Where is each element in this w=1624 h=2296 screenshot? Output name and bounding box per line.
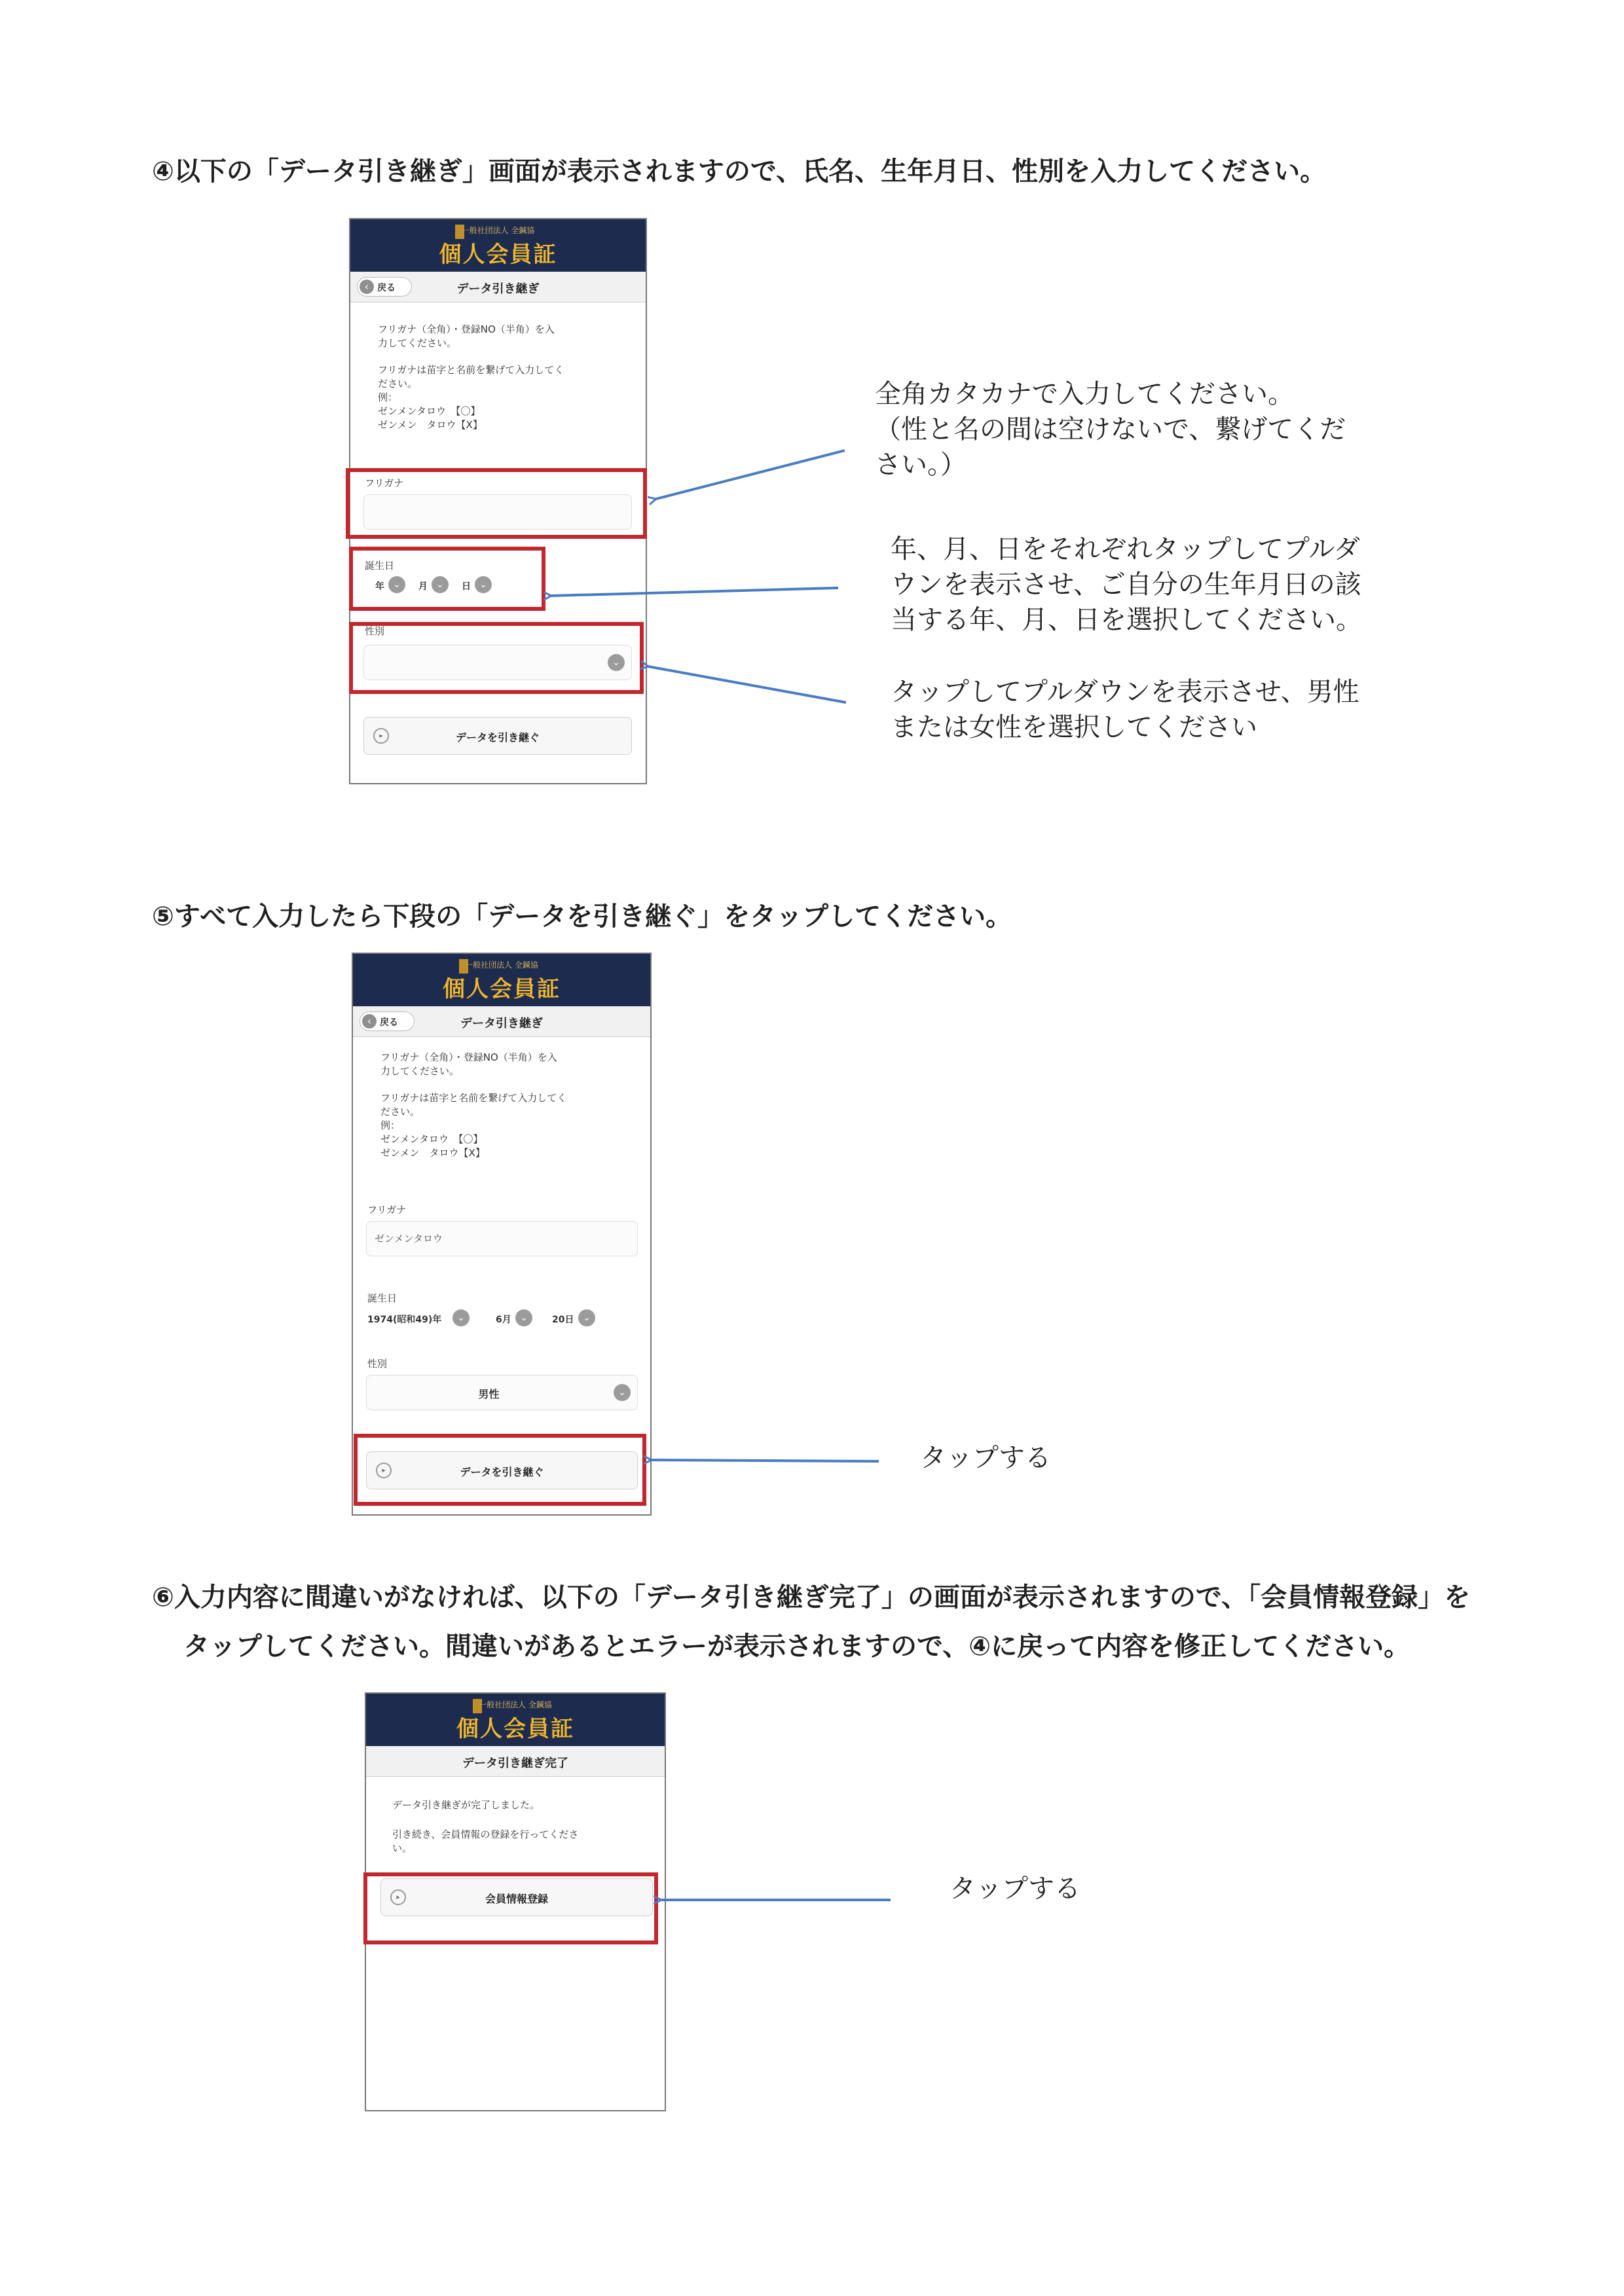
note-birthday-line: 当する年、月、日を選択してください。 xyxy=(891,605,1362,635)
year-value: 1974(昭和49)年 xyxy=(367,1315,442,1325)
arrow-to-transfer-button xyxy=(652,1460,879,1461)
note-furigana-line: （性と名の間は空けないで、繋げてくだ xyxy=(875,414,1346,445)
instruction-line: 例： xyxy=(378,392,398,403)
month-value: 6月 xyxy=(496,1315,511,1325)
step6-heading-line2: タップしてください。間違いがあるとエラーが表示されますので、④に戻って内容を修正してください。 xyxy=(183,1631,1411,1662)
logo-org-name: 一般社団法人 全鍼協 xyxy=(461,226,535,235)
instruction-line: ださい。 xyxy=(378,378,418,390)
furigana-label: フリガナ xyxy=(367,1204,407,1216)
instruction-line: ゼンメンタロウ 【〇】 xyxy=(380,1133,483,1145)
highlight-gender xyxy=(349,622,644,694)
instruction-line: フリガナは苗字と名前を繋げて入力してく xyxy=(378,364,564,376)
chevron-down-icon: ⌄ xyxy=(578,1309,595,1326)
chevron-down-icon: ⌄ xyxy=(388,576,405,593)
logo-title: 個人会員証 xyxy=(439,242,557,268)
arrow-to-gender xyxy=(648,666,846,702)
note-gender-line: タップしてプルダウンを表示させ、男性 xyxy=(891,677,1359,707)
chevron-down-icon: ⌄ xyxy=(515,1309,532,1326)
instruction-line: フリガナ（全角）・登録NO（半角）を入 xyxy=(378,323,555,335)
day-select[interactable] xyxy=(552,1313,574,1326)
back-button-label: 戻る xyxy=(377,283,396,293)
highlight-birthday xyxy=(349,547,545,611)
gender-label: 性別 xyxy=(367,1358,388,1370)
instruction-line: 力してください。 xyxy=(378,337,457,349)
app-header xyxy=(353,954,650,1006)
button-icon: ▸ xyxy=(390,1889,406,1905)
screen-title: データ引き継ぎ xyxy=(456,282,540,296)
button-icon: ▸ xyxy=(376,1463,392,1478)
transfer-data-button-label: データを引き継ぐ xyxy=(460,1466,544,1478)
step5-heading: ⑤すべて入力したら下段の「データを引き継ぐ」をタップしてください。 xyxy=(152,902,1012,932)
title-bar xyxy=(366,1746,665,1777)
day-placeholder: 日 xyxy=(462,581,471,592)
instruction-line: 例： xyxy=(380,1120,401,1131)
screenshot-data-transfer-filled xyxy=(352,953,652,1516)
day-value: 20日 xyxy=(552,1315,574,1325)
back-arrow-icon: ‹ xyxy=(362,1014,377,1029)
year-placeholder: 年 xyxy=(375,581,384,592)
chevron-down-icon: ⌄ xyxy=(614,1384,631,1401)
complete-message: データ引き継ぎが完了しました。 xyxy=(392,1799,540,1811)
arrow-to-furigana xyxy=(656,450,845,499)
transfer-data-button-label: データを引き継ぐ xyxy=(455,731,540,744)
instruction-line: ださい。 xyxy=(380,1106,420,1118)
highlight-register-button xyxy=(363,1872,658,1944)
birthday-label: 誕生日 xyxy=(367,1292,397,1304)
logo-title: 個人会員証 xyxy=(443,976,561,1002)
month-select[interactable] xyxy=(496,1313,511,1326)
note-gender-line: または女性を選択してください xyxy=(891,712,1257,742)
back-button-label: 戻る xyxy=(380,1017,398,1028)
note-furigana-line: 全角カタカナで入力してください。 xyxy=(875,379,1294,409)
year-select[interactable] xyxy=(367,1313,441,1326)
note-furigana-line: さい。） xyxy=(875,450,967,480)
furigana-input[interactable] xyxy=(366,1221,638,1256)
logo-org-name: 一般社団法人 全鍼協 xyxy=(479,1700,552,1709)
back-arrow-icon: ‹ xyxy=(360,280,374,294)
app-header xyxy=(350,219,646,272)
title-bar xyxy=(350,272,646,302)
highlight-furigana xyxy=(346,468,647,539)
register-member-info-button-label: 会員情報登録 xyxy=(485,1893,548,1905)
instruction-line: ゼンメンタロウ 【〇】 xyxy=(378,405,481,417)
logo-title: 個人会員証 xyxy=(456,1716,574,1742)
chevron-down-icon: ⌄ xyxy=(608,654,625,671)
gender-value: 男性 xyxy=(478,1388,500,1400)
title-bar xyxy=(353,1006,650,1037)
instruction-line: フリガナは苗字と名前を繋げて入力してく xyxy=(380,1092,567,1104)
instruction-line: 力してください。 xyxy=(380,1065,460,1077)
gender-label: 性別 xyxy=(365,625,385,637)
logo-org-name: 一般社団法人 全鍼協 xyxy=(465,960,538,970)
transfer-data-button[interactable] xyxy=(363,717,632,755)
note-birthday-line: ウンを表示させ、ご自分の生年月日の該 xyxy=(891,570,1361,600)
instruction-line: ゼンメン タロウ【X】 xyxy=(380,1147,485,1159)
chevron-down-icon: ⌄ xyxy=(432,576,449,593)
step4-heading: ④以下の「データ引き継ぎ」画面が表示されますので、氏名、生年月日、性別を入力してください。 xyxy=(152,156,1327,187)
screen-title: データ引き継ぎ xyxy=(460,1017,543,1030)
note-tap-step6: タップする xyxy=(950,1874,1080,1904)
instruction-line: ゼンメン タロウ【X】 xyxy=(378,419,483,431)
screen-title: データ引き継ぎ完了 xyxy=(462,1757,568,1770)
chevron-down-icon: ⌄ xyxy=(452,1309,470,1326)
complete-instruction-line: 引き続き、会員情報の登録を行ってくださ xyxy=(392,1829,579,1840)
furigana-label: フリガナ xyxy=(365,477,404,489)
gender-select[interactable] xyxy=(366,1375,638,1410)
app-header xyxy=(366,1694,665,1746)
step6-heading-line1: ⑥入力内容に間違いがなければ、以下の「データ引き継ぎ完了」の画面が表示されますので、「会員情報登録」を xyxy=(152,1582,1471,1613)
complete-instruction-line: い。 xyxy=(392,1842,413,1854)
instruction-line: フリガナ（全角）・登録NO（半角）を入 xyxy=(380,1051,557,1063)
furigana-value: ゼンメンタロウ xyxy=(375,1233,443,1245)
note-birthday-line: 年、月、日をそれぞれタップしてプルダ xyxy=(891,534,1360,564)
button-icon: ▸ xyxy=(373,728,389,744)
birthday-label: 誕生日 xyxy=(365,560,395,572)
chevron-down-icon: ⌄ xyxy=(475,576,492,593)
highlight-transfer-button xyxy=(354,1434,646,1506)
note-tap-step5: タップする xyxy=(920,1443,1051,1473)
month-placeholder: 月 xyxy=(418,581,428,592)
